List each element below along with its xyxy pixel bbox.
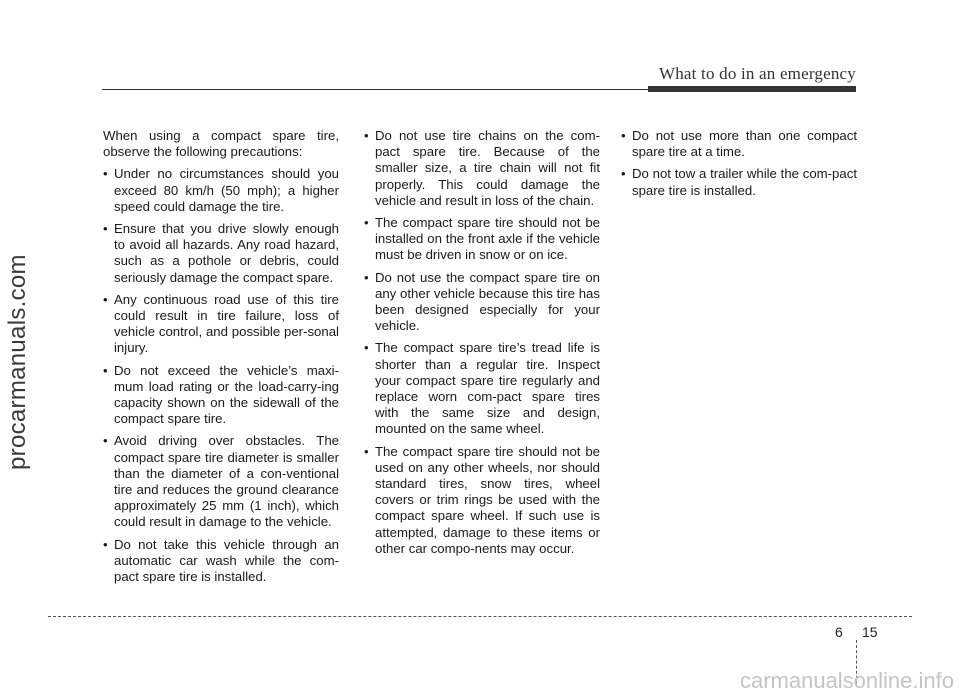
column-1 [103, 128, 339, 591]
list-item: • Ensure that you drive slowly enough to avoid all hazards. Any road hazard, such as a pothole or debris, could seriously damage the compact spare. [103, 221, 339, 286]
footer-divider [48, 616, 912, 617]
list-item: • Under no circumstances should you exceed 80 km/h (50 mph); a higher speed could damage the tire. [103, 166, 339, 215]
list-item: • Do not exceed the vehicle’s maxi-mum load rating or the load-carry-ing capacity shown on the sidewall of the compact spare tire. [103, 363, 339, 428]
column-3 [621, 128, 857, 205]
precautions-list-1 [103, 166, 339, 585]
list-item: • The compact spare tire should not be installed on the front axle if the vehicle must be driven in snow or on ice. [364, 215, 600, 264]
list-item: • Any continuous road use of this tire could result in tire failure, loss of vehicle control, and possible per-sonal injury. [103, 292, 339, 357]
list-item: • Do not tow a trailer while the com-pact spare tire is installed. [621, 166, 857, 198]
page-number: 15 [862, 624, 878, 640]
side-watermark: procarmanuals.com [4, 254, 31, 470]
list-item: • The compact spare tire’s tread life is shorter than a regular tire. Inspect your compact spare tire regularly and replace worn com-pact spare tires with the same size and design, mounted on the same wheel. [364, 340, 600, 437]
precautions-list-2 [364, 128, 600, 557]
precautions-list-3 [621, 128, 857, 199]
list-item: • Do not use the compact spare tire on any other vehicle because this tire has been designed especially for your vehicle. [364, 270, 600, 335]
intro-paragraph: When using a compact spare tire, observe the following precautions: [103, 128, 339, 160]
list-item: • Do not use tire chains on the com-pact spare tire. Because of the smaller size, a tire chain will not fit properly. This could damage the vehicle and result in loss of the chain. [364, 128, 600, 209]
list-item: • Do not use more than one compact spare tire at a time. [621, 128, 857, 160]
header-rule [102, 89, 654, 90]
section-title: What to do in an emergency [658, 64, 856, 83]
list-item: • The compact spare tire should not be used on any other wheels, nor should standard tires, snow tires, wheel covers or trim rings be used with the compact spare wheel. If such use is attempted, damage to these items or other car compo-nents may occur. [364, 444, 600, 557]
chapter-number: 6 [835, 624, 843, 640]
bottom-watermark: carmanualsonline.info [739, 668, 954, 693]
header-rule-accent [648, 86, 856, 92]
list-item: • Avoid driving over obstacles. The compact spare tire diameter is smaller than the diameter of a con-ventional tire and reduces the ground clearance approximately 25 mm (1 inch), which could result in damage to the vehicle. [103, 433, 339, 530]
column-2 [364, 128, 600, 563]
list-item: • Do not take this vehicle through an automatic car wash while the com-pact spare tire is installed. [103, 537, 339, 586]
